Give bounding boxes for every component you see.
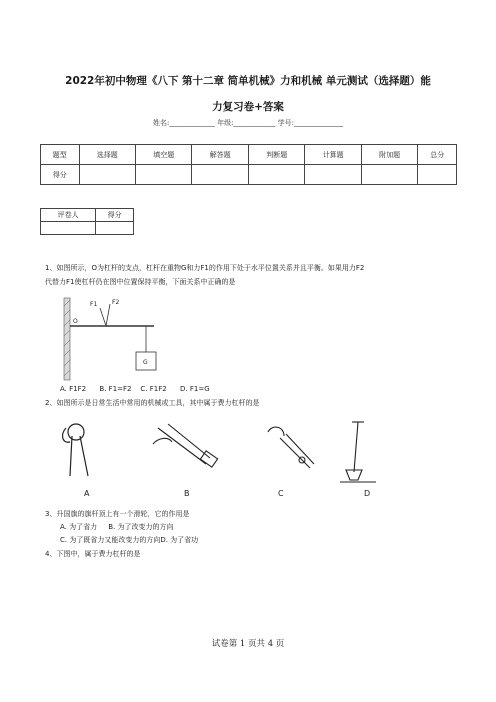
weight-label: G [143, 359, 148, 366]
question-4-text: 4、下图中，属于费力杠杆的是 [45, 550, 141, 558]
header-cell: 附加题 [361, 145, 417, 165]
header-cell: 计算题 [305, 145, 361, 165]
score-cell[interactable] [418, 165, 457, 185]
grader-header: 评卷人 [41, 209, 96, 222]
question-1-options: A. F1F2 B. F1=F2 C. F1F2 D. F1=G [60, 385, 210, 393]
grader-score-cell[interactable] [96, 222, 134, 235]
f2-label: F2 [112, 299, 120, 306]
lever-diagram [62, 292, 172, 384]
header-cell: 填空题 [136, 145, 192, 165]
score-table-header-row [41, 145, 457, 165]
grader-cell[interactable] [41, 222, 96, 235]
question-3-options-cd: C. 为了既省力又能改变力的方向D. 为了省功 [60, 536, 199, 544]
question-3-options-ab: A. 为了省力 B. 为了改变力的方向 [60, 523, 174, 531]
score-cell[interactable] [361, 165, 417, 185]
tool-b-pliers [153, 424, 218, 467]
header-cell: 题型 [41, 145, 80, 165]
page-footer: 试卷第 1 页共 4 页 [211, 639, 285, 649]
header-cell: 选择题 [79, 145, 135, 165]
tool-c-opener [268, 427, 314, 468]
tools-figure [58, 414, 388, 504]
score-cell[interactable] [136, 165, 192, 185]
score-table-score-row [41, 165, 457, 185]
grader-score-header: 得分 [96, 209, 134, 222]
tool-c-label: C [278, 489, 284, 498]
f1-label: F1 [90, 301, 98, 308]
score-cell[interactable] [248, 165, 304, 185]
header-cell: 总分 [418, 145, 457, 165]
tool-a-label: A [84, 489, 90, 498]
pivot-label: O [73, 318, 78, 325]
tool-b-label: B [184, 489, 190, 498]
tool-d-label: D [364, 489, 371, 498]
student-info-line: 姓名:_____________ 年级:____________ 学号:______________ [152, 119, 344, 127]
header-cell: 解答题 [192, 145, 248, 165]
question-3-text: 3、升国旗的旗杆顶上有一个滑轮，它的作用是 [45, 510, 190, 518]
question-1-line1: 1、如图所示，O为杠杆的支点，杠杆在重物G和力F1的作用下处于水平位置关系并且平衡。如果用力F2 [45, 264, 365, 272]
score-cell[interactable] [79, 165, 135, 185]
page-title-line1: 2022年初中物理《八下 第十二章 简单机械》力和机械 单元测试（选择题）能 [65, 75, 431, 87]
tool-a-tongs [63, 424, 88, 476]
page-title-line2: 力复习卷+答案 [212, 101, 284, 113]
grader-table [40, 208, 134, 235]
score-table [40, 144, 457, 185]
row-label: 得分 [41, 165, 80, 185]
question-1-line2: 代替力F1使杠杆仍在图中位置保持平衡，下面关系中正确的是 [45, 278, 236, 286]
score-cell[interactable] [192, 165, 248, 185]
header-cell: 判断题 [248, 145, 304, 165]
score-cell[interactable] [305, 165, 361, 185]
question-2-text: 2、如图所示是日常生活中常用的机械或工具，其中属于费力杠杆的是 [45, 399, 260, 407]
tool-d-shovel [340, 422, 376, 482]
